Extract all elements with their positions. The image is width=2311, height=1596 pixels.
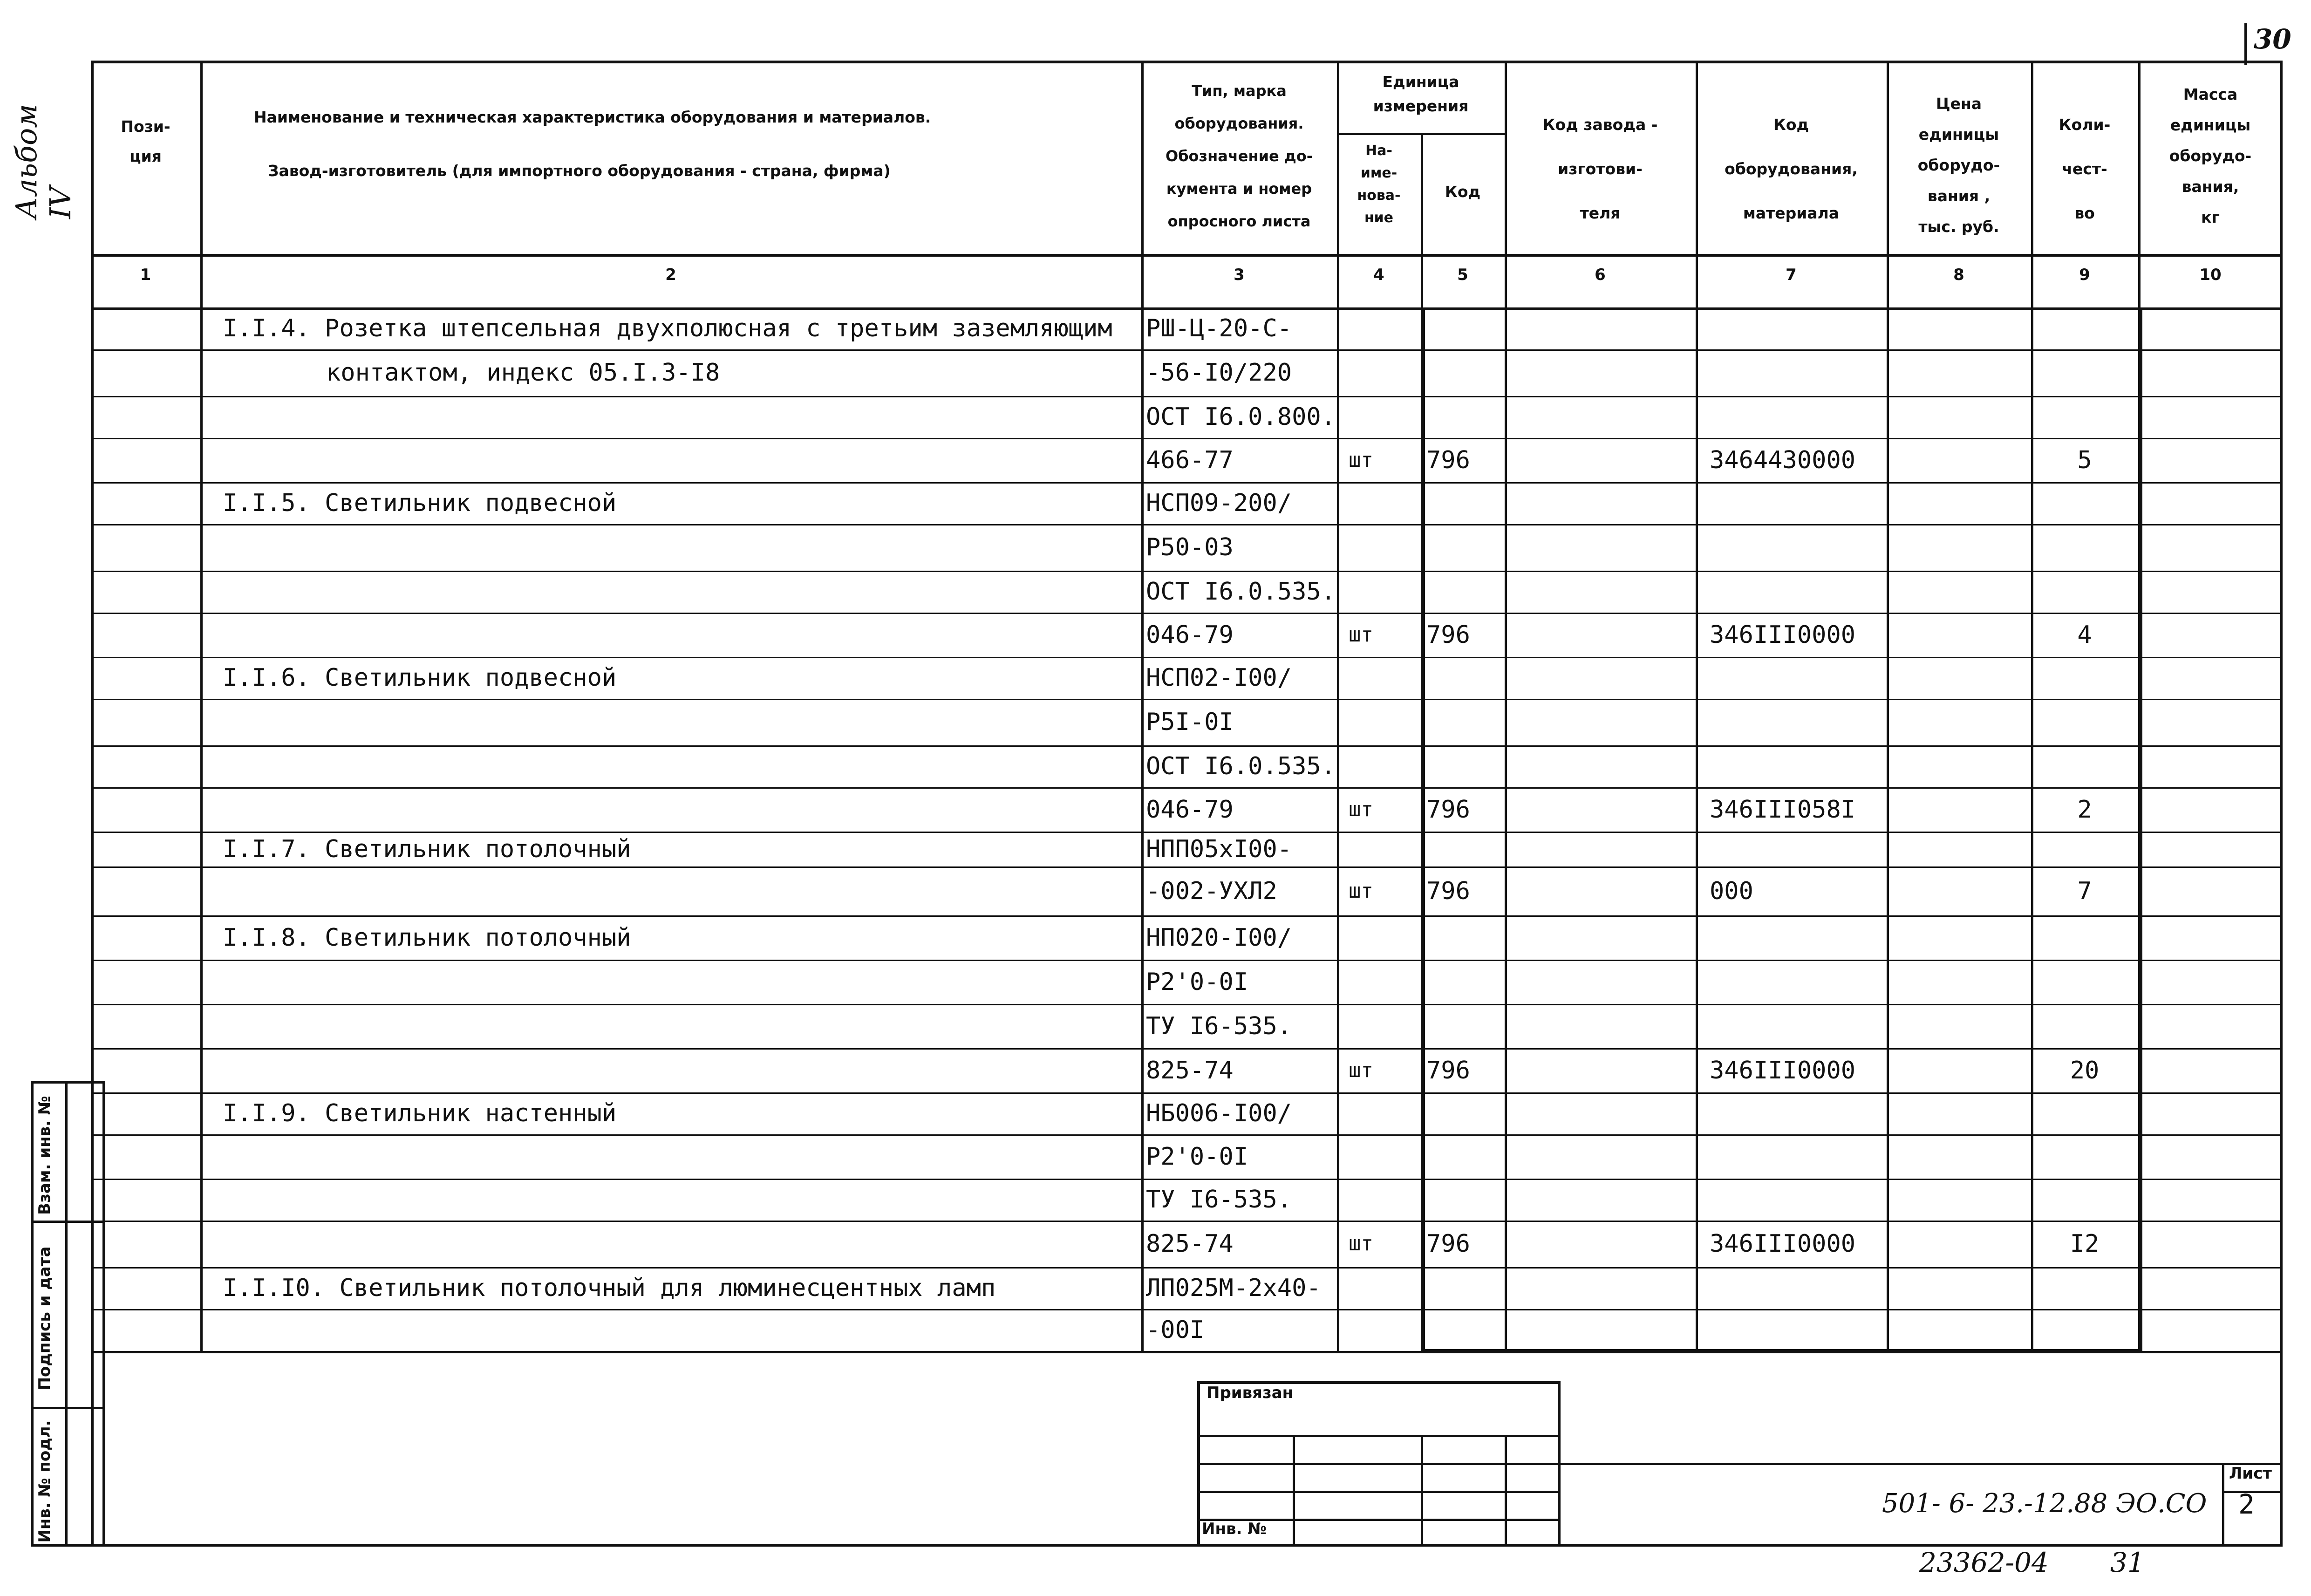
row-unit: шт	[1349, 879, 1373, 903]
column-number-3: 3	[1234, 266, 1245, 284]
row-type: 046-79	[1146, 795, 1234, 824]
column-number-8: 8	[1953, 266, 1964, 284]
row-unit-code: 796	[1426, 1056, 1470, 1084]
row-type: 825-74	[1146, 1056, 1234, 1084]
sheet-label: Лист	[2229, 1464, 2272, 1483]
row-type: ТУ I6-535.	[1146, 1012, 1292, 1040]
row-line-10	[91, 745, 2283, 747]
row-line-19	[91, 1134, 2283, 1136]
row-line-6	[91, 571, 2283, 572]
row-unit: шт	[1349, 797, 1373, 821]
header-unit-name: На- име- нова- ние	[1357, 143, 1401, 226]
row-unit-code: 796	[1426, 446, 1470, 474]
page-number: 30	[2254, 23, 2291, 55]
row-type: Р50-03	[1146, 533, 1234, 561]
row-type: 046-79	[1146, 621, 1234, 649]
row-line-3	[91, 438, 2283, 439]
row-line-20	[91, 1179, 2283, 1180]
footer-code: 23362-04	[1919, 1547, 2049, 1578]
side-stamp-inv-podl: Инв. № подл.	[35, 1420, 54, 1543]
column-number-7: 7	[1786, 266, 1797, 284]
header-type: Тип, марка оборудования. Обозначение до- кумента и номер опросного листа	[1166, 82, 1313, 230]
row-name: I.I.4. Розетка штепсельная двухполюсная с третьим заземляющим	[223, 314, 1112, 342]
row-quantity: 4	[2077, 621, 2092, 649]
row-line-1	[91, 349, 2283, 351]
document-designation: 501- 6- 23.-12.88 ЭО.СО	[1882, 1488, 2207, 1519]
row-unit: шт	[1349, 1058, 1373, 1082]
inv-no-label: Инв. №	[1202, 1520, 1267, 1538]
row-line-21	[91, 1221, 2283, 1222]
header-price: Цена единицы оборудо- вания , тыс. руб.	[1917, 95, 2000, 236]
row-name: контактом, индекс 05.I.3-I8	[326, 359, 720, 387]
row-line-16	[91, 1004, 2283, 1005]
row-type: 466-77	[1146, 446, 1234, 474]
row-type: ЛП025М-2х40-	[1146, 1274, 1321, 1302]
column-number-9: 9	[2079, 266, 2090, 284]
row-line-9	[91, 699, 2283, 700]
row-type: -00I	[1146, 1316, 1205, 1344]
header-equipment-code: Код оборудования, материала	[1725, 116, 1858, 222]
row-quantity: 20	[2070, 1056, 2100, 1084]
row-line-7	[91, 613, 2283, 614]
row-unit-code: 796	[1426, 1230, 1470, 1258]
row-line-14	[91, 915, 2283, 917]
row-type: Р5I-0I	[1146, 708, 1234, 736]
row-unit-code: 796	[1426, 877, 1470, 905]
row-type: ОСТ I6.0.800.	[1146, 403, 1336, 431]
header-bottom-line	[91, 254, 2283, 257]
row-type: НПП05хI00-	[1146, 835, 1292, 863]
row-unit: шт	[1349, 1232, 1373, 1255]
header-name-line2: Завод-изготовитель (для импортного оборудования - страна, фирма)	[268, 162, 891, 180]
row-equipment-code: 346III058I	[1710, 795, 1856, 824]
column-number-1: 1	[140, 266, 151, 284]
row-type: ОСТ I6.0.535.	[1146, 752, 1336, 780]
side-stamp-vzam: Взам. инв. №	[35, 1096, 54, 1215]
block-border-left	[1421, 307, 1425, 1351]
row-unit-code: 796	[1426, 795, 1470, 824]
column-line-4	[1337, 61, 1339, 1351]
header-name-line1: Наименование и техническая характеристика оборудования и материалов.	[254, 108, 931, 126]
row-equipment-code: 3464430000	[1710, 446, 1856, 474]
column-line-9	[2031, 61, 2033, 1351]
column-line-6	[1505, 61, 1507, 1351]
privyazan-label: Привязан	[1207, 1384, 1294, 1402]
column-number-6: 6	[1595, 266, 1606, 284]
column-line-2	[200, 61, 203, 1351]
header-factory-code: Код завода - изготови- теля	[1542, 116, 1658, 222]
row-type: ТУ I6-535.	[1146, 1186, 1292, 1214]
row-name: I.I.5. Светильник подвесной	[223, 489, 617, 517]
row-line-8	[91, 657, 2283, 658]
column-number-10: 10	[2199, 266, 2222, 284]
row-type: РШ-Ц-20-С-	[1146, 314, 1292, 342]
header-unit: Единица измерения	[1373, 73, 1469, 115]
table-bottom-line	[91, 1351, 2283, 1353]
row-line-15	[91, 960, 2283, 961]
column-number-5: 5	[1457, 266, 1468, 284]
row-line-22	[91, 1267, 2283, 1269]
header-position: Пози- ция	[121, 117, 170, 165]
column-line-7	[1696, 61, 1698, 1351]
row-type: НСП09-200/	[1146, 489, 1292, 517]
side-stamp-podpis: Подпись и дата	[35, 1246, 54, 1391]
row-type: НСП02-I00/	[1146, 664, 1292, 692]
row-name: I.I.8. Светильник потолочный	[223, 923, 631, 952]
column-number-2: 2	[665, 266, 676, 284]
row-type: Р2'0-0I	[1146, 968, 1248, 996]
row-line-23	[91, 1309, 2283, 1310]
row-equipment-code: 346III0000	[1710, 621, 1856, 649]
row-line-5	[91, 524, 2283, 525]
row-line-11	[91, 787, 2283, 789]
row-quantity: 7	[2077, 877, 2092, 905]
row-unit-code: 796	[1426, 621, 1470, 649]
row-type: -002-УХЛ2	[1146, 877, 1277, 905]
row-type: 825-74	[1146, 1230, 1234, 1258]
row-quantity: I2	[2070, 1230, 2100, 1258]
album-label: Альбом IV	[9, 104, 77, 219]
column-number-4: 4	[1373, 266, 1384, 284]
header-quantity: Коли- чест- во	[2059, 116, 2111, 222]
row-name: I.I.7. Светильник потолочный	[223, 835, 631, 863]
row-line-2	[91, 396, 2283, 397]
row-unit: шт	[1349, 448, 1373, 472]
sheet-number: 2	[2238, 1488, 2255, 1520]
footer-page: 31	[2110, 1547, 2145, 1578]
row-name: I.I.I0. Светильник потолочный для люминесцентных ламп	[223, 1274, 996, 1302]
block-border-right	[2138, 307, 2142, 1351]
row-type: ОСТ I6.0.535.	[1146, 578, 1336, 606]
row-line-17	[91, 1048, 2283, 1050]
row-type: -56-I0/220	[1146, 359, 1292, 387]
column-line-3	[1141, 61, 1144, 1351]
row-name: I.I.9. Светильник настенный	[223, 1099, 617, 1127]
row-unit: шт	[1349, 622, 1373, 647]
row-quantity: 2	[2077, 795, 2092, 824]
row-type: Р2'0-0I	[1146, 1142, 1248, 1171]
row-name: I.I.6. Светильник подвесной	[223, 664, 617, 692]
row-type: НБ006-I00/	[1146, 1099, 1292, 1127]
row-quantity: 5	[2077, 446, 2092, 474]
row-type: НП020-I00/	[1146, 923, 1292, 952]
row-equipment-code: 346III0000	[1710, 1230, 1856, 1258]
header-mass: Масса единицы оборудо- вания, кг	[2169, 85, 2252, 226]
row-equipment-code: 000	[1710, 877, 1753, 905]
header-unit-code: Код	[1445, 183, 1481, 201]
row-line-18	[91, 1092, 2283, 1094]
row-equipment-code: 346III0000	[1710, 1056, 1856, 1084]
row-line-4	[91, 482, 2283, 484]
column-line-8	[1887, 61, 1889, 1351]
